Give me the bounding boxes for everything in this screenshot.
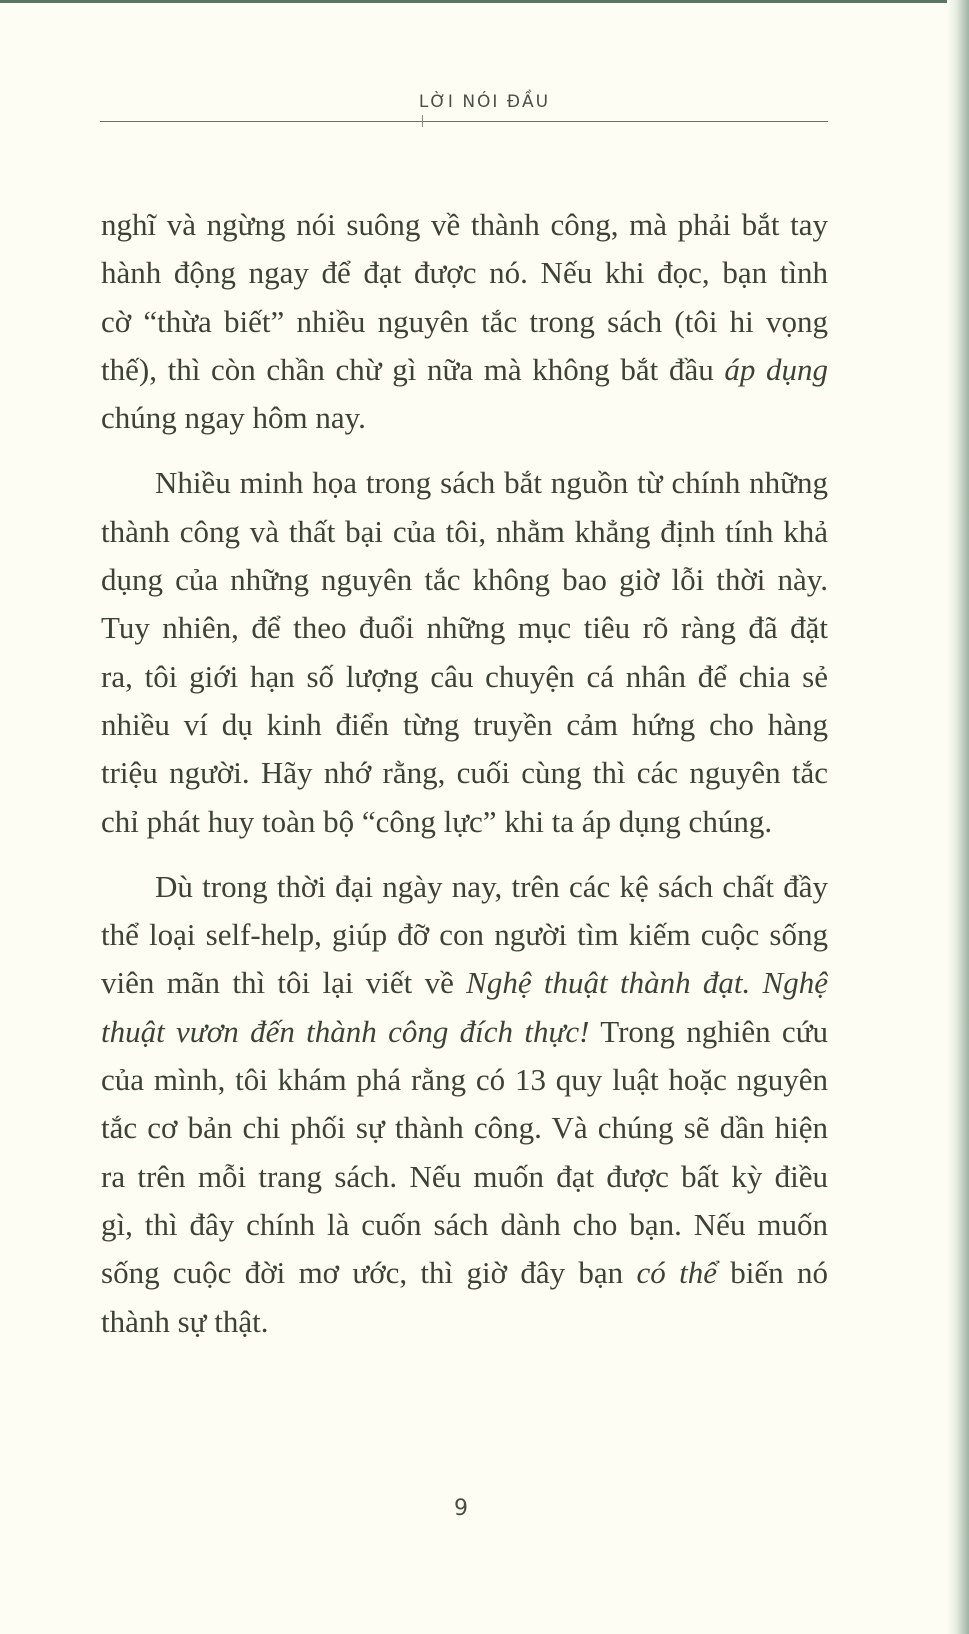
italic-text: Nghệ thuật thành đạt. Nghệ bbox=[466, 965, 828, 1001]
page-number: 9 bbox=[454, 1496, 468, 1521]
text-run: nghĩ và ngừng nói suông về thành công, mà phải bắt tay bbox=[101, 207, 828, 242]
header-rule-tick bbox=[422, 115, 423, 127]
text-run: nhiều ví dụ kinh điển từng truyền cảm hứng cho hàng bbox=[101, 706, 828, 742]
text-run: thế), thì còn chần chừ gì nữa mà không bắt đầu bbox=[101, 351, 725, 387]
text-line bbox=[101, 298, 828, 346]
text-line bbox=[101, 459, 828, 507]
italic-text: áp dụng bbox=[724, 351, 829, 387]
text-run: sống cuộc đời mơ ước, thì giờ đây bạn bbox=[101, 1255, 637, 1291]
scan-edge-top bbox=[0, 0, 969, 3]
paragraph-gap bbox=[101, 442, 828, 459]
text-run: Dù trong thời đại ngày nay, trên các kệ sách chất đầy bbox=[155, 868, 828, 904]
text-run: Tuy nhiên, để theo đuổi những mục tiêu rõ ràng đã đặt bbox=[101, 610, 828, 646]
text-line bbox=[101, 863, 828, 911]
text-run: chỉ phát huy toàn bộ “công lực” khi ta áp dụng chúng. bbox=[101, 803, 773, 839]
text-line bbox=[101, 394, 828, 442]
text-run: Trong nghiên cứu bbox=[589, 1013, 828, 1049]
text-line bbox=[101, 1201, 828, 1249]
text-run: thành sự thật. bbox=[101, 1303, 269, 1339]
text-line bbox=[101, 1104, 828, 1152]
text-run: gì, thì đây chính là cuốn sách dành cho bạn. Nếu muốn bbox=[101, 1206, 828, 1242]
text-run: chúng ngay hôm nay. bbox=[101, 400, 366, 436]
text-run: thể loại self-help, giúp đỡ con người tìm kiếm cuộc sống bbox=[101, 917, 828, 953]
page-body-text bbox=[101, 201, 828, 1346]
text-run: của mình, tôi khám phá rằng có 13 quy luật hoặc nguyên bbox=[101, 1062, 828, 1098]
text-run: cờ “thừa biết” nhiều nguyên tắc trong sách (tôi hi vọng bbox=[101, 303, 828, 339]
italic-text: thuật vươn đến thành công đích thực! bbox=[101, 1013, 590, 1049]
text-run: ra trên mỗi trang sách. Nếu muốn đạt được bất kỳ điều bbox=[101, 1158, 828, 1194]
text-line bbox=[101, 1056, 828, 1104]
text-run: hành động ngay để đạt được nó. Nếu khi đọc, bạn tình bbox=[101, 255, 828, 291]
text-run: viên mãn thì tôi lại viết về bbox=[101, 965, 467, 1001]
text-line bbox=[101, 556, 828, 604]
text-line bbox=[101, 959, 828, 1007]
running-head: LỜI NÓI ĐẦU bbox=[418, 92, 551, 112]
text-run: triệu người. Hãy nhớ rằng, cuối cùng thì các nguyên tắc bbox=[101, 755, 828, 791]
text-run: ra, tôi giới hạn số lượng câu chuyện cá nhân để chia sẻ bbox=[101, 658, 828, 694]
text-line bbox=[101, 201, 828, 249]
text-line bbox=[101, 701, 828, 749]
header-rule bbox=[100, 121, 828, 122]
text-run: dụng của những nguyên tắc không bao giờ lỗi thời này. bbox=[101, 562, 828, 598]
text-line bbox=[101, 911, 828, 959]
italic-text: có thể bbox=[636, 1255, 717, 1291]
text-line bbox=[101, 1249, 828, 1297]
text-run: tắc cơ bản chi phối sự thành công. Và chúng sẽ dần hiện bbox=[101, 1110, 828, 1146]
text-line bbox=[101, 1008, 828, 1056]
text-line bbox=[101, 346, 828, 394]
text-line bbox=[101, 1298, 828, 1346]
text-line bbox=[101, 798, 828, 846]
paragraph bbox=[101, 459, 828, 845]
text-line bbox=[101, 604, 828, 652]
text-line bbox=[101, 1153, 828, 1201]
paragraph bbox=[101, 863, 828, 1346]
text-run: thành công và thất bại của tôi, nhằm khẳng định tính khả bbox=[101, 513, 828, 549]
paragraph bbox=[101, 201, 828, 442]
scan-edge-right bbox=[947, 0, 969, 1634]
paragraph-gap bbox=[101, 846, 828, 863]
text-line bbox=[101, 249, 828, 297]
text-run: Nhiều minh họa trong sách bắt nguồn từ chính những bbox=[155, 465, 828, 501]
text-line bbox=[101, 508, 828, 556]
text-line bbox=[101, 749, 828, 797]
text-run: biến nó bbox=[716, 1255, 828, 1291]
text-line bbox=[101, 653, 828, 701]
